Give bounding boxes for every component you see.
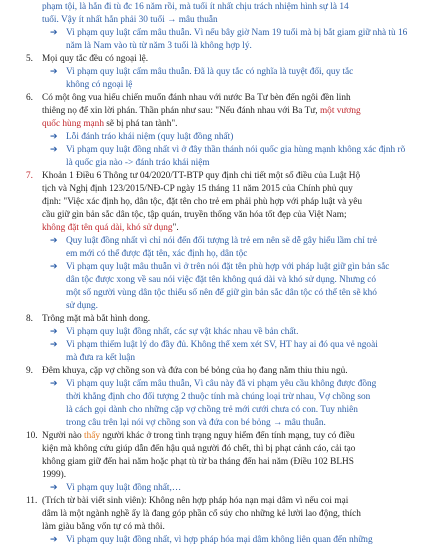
line-text: Vi phạm quy luật cấm mâu thuẫn. Đã là quy tắc có nghĩa là tuyệt đối, quy tắc	[66, 67, 354, 77]
line-text: Vi phạm thiếm luật lý do đầy đủ. Không thể xem xét SV, HT hay ai đó qua vẻ ngoài	[66, 340, 378, 350]
line-text: Vi phạm quy luật đồng nhất, các sự vật khác nhau về bản chất.	[66, 327, 299, 337]
arrow-right-icon: ➔	[50, 483, 58, 493]
arrow-right-icon: ➔	[50, 379, 58, 389]
line-text: Vi phạm quy luật mâu thuẫn vì ở trên nói đặt tên phù hợp với pháp luật giữ gìn bản sắc	[66, 262, 390, 272]
line-text: mà đưa ra kết luận	[66, 353, 136, 363]
highlight-text: quốc hùng mạnh	[42, 119, 104, 129]
arrow-right-icon: ➔	[50, 132, 58, 142]
item-9	[20, 365, 407, 430]
arrow-right-icon: ➔	[50, 535, 58, 545]
line-text: định: "Việc xác định họ, dân tộc, đặt tên cho trẻ em phải phù hợp với pháp luật và yêu	[42, 197, 363, 207]
item-11	[20, 495, 407, 547]
line-text: Vi phạm quy luật cấm mâu thuẫn. Vì nếu bây giờ Nam 19 tuổi mà bị bắt giam giữ nhà tù 16	[66, 28, 408, 38]
line-text: thiêng nọ để xin lời phán. Thần phán như sau: "Nếu đánh nhau với Ba Tư,	[42, 106, 320, 116]
line-text: sử dụng.	[66, 301, 98, 311]
line-text: Vi phạm quy luật cấm mâu thuẫn, Vì câu này đã vi phạm yêu cầu không được đồng	[66, 379, 377, 389]
answer-bullet	[42, 66, 407, 92]
line-text: dâm là một ngành nghề ấy là đang góp phần cổ súy cho những kẻ lười lao động, thích	[42, 509, 361, 519]
answer-bullet	[42, 235, 407, 261]
line-text: em mới có thể được đặt tên, xác định họ, dân tộc	[66, 249, 248, 259]
line-text: một số người vùng dân tộc thiểu số nên để giữ gìn bản sắc dân tộc có thể tên sẽ khó	[66, 288, 377, 298]
item-6	[20, 92, 407, 170]
line-text: là quốc gia nào -> đánh tráo khái niệm	[66, 158, 210, 168]
answer-bullet	[42, 378, 407, 430]
item-number: 5.	[26, 54, 33, 64]
answer-bullet	[42, 326, 407, 339]
item-8	[20, 313, 407, 365]
highlight-text: một vương	[319, 106, 361, 116]
item-number: 9.	[26, 366, 33, 376]
line-text: tuổi. Vậy ít nhất hắn phải 30 tuổi	[42, 15, 165, 25]
line-text: Khoản 1 Điều 6 Thông tư 04/2020/TT-BTP quy định chi tiết một số điều của Luật Hộ	[42, 171, 361, 181]
line-text: không có ngoại lệ	[66, 80, 133, 90]
arrow-right-icon: ➔	[50, 145, 58, 155]
highlight-text: không đặt tên quá dài, khó sử dụng	[42, 223, 173, 233]
line-text: phạm tội, là hẳn đi tù đc 16 năm rồi, mà tuổi ít nhất chịu trách nhiệm hình sự là 14	[42, 2, 349, 12]
answer-bullet	[42, 131, 407, 144]
item-4-continuation	[20, 1, 407, 53]
item-10	[20, 430, 407, 495]
arrow-right-icon: ➔	[50, 327, 58, 337]
item-number: 11.	[26, 496, 38, 506]
line-text: → mâu thuẫn.	[272, 418, 326, 428]
item-number: 6.	[26, 93, 33, 103]
item-7	[20, 170, 407, 313]
answer-bullet	[42, 261, 407, 313]
line-text: năm là Nam vào tù từ năm 3 tuổi là không hợp lý.	[66, 41, 252, 51]
arrow-right-icon: ➔	[50, 28, 58, 38]
line-text: ".	[172, 223, 179, 233]
line-text: Đêm khuya, cặp vợ chồng son và đứa con bé bỏng của họ đang nằm thiu thiu ngủ.	[42, 366, 348, 376]
item-5	[20, 53, 407, 92]
line-text: Người nào	[42, 431, 84, 441]
line-text: làm giàu bằng vốn tự có mà thôi.	[42, 522, 165, 532]
answer-bullet	[42, 27, 407, 53]
line-text: là cách gọi dành cho những cặp vợ chồng trẻ mới cưới chưa có con. Tuy nhiên	[66, 405, 358, 415]
line-text: cầu giữ gìn bản sắc dân tộc, tập quán, truyền thống văn hóa tốt đẹp của Việt Nam;	[42, 210, 347, 220]
item-number: 7.	[26, 171, 33, 181]
arrow-right-icon: ➔	[50, 236, 58, 246]
line-text: Vi phạm quy luật đồng nhất vì ở đây thần thánh nói quốc gia hùng mạnh không xác định rõ	[66, 145, 406, 155]
answer-bullet	[42, 339, 407, 365]
item-number: 8.	[26, 314, 33, 324]
arrow-right-icon: ➔	[50, 340, 58, 350]
line-text: 1999).	[42, 470, 67, 480]
answer-bullet	[42, 144, 407, 170]
line-text: Trông mặt mà bắt hình dong.	[42, 314, 151, 324]
line-text: Có một ông vua hiếu chiến muốn đánh nhau với nước Ba Tư bèn đến ngôi đền linh	[42, 93, 351, 103]
arrow-right-icon: ➔	[50, 67, 58, 77]
line-text: Lỗi đánh tráo khái niệm (quy luật đồng nhất)	[66, 132, 234, 142]
line-text: Vi phạm quy luật đồng nhất, vì hợp pháp hóa mại dâm không liên quan đến những	[66, 535, 373, 545]
line-text: thời khẳng định cho đối tượng 2 thuộc tính mà chúng loại trừ nhau, Vợ chồng son	[66, 392, 371, 402]
line-text: không giam giữ đến hai năm hoặc phạt tù từ ba tháng đến hai năm (Điều 102 BLHS	[42, 457, 354, 467]
line-text: dân tộc được xong về sau nói việc đặt tên không quá dài và khó sử dụng. Nhưng có	[66, 275, 376, 285]
line-text: kiện mà không cứu giúp dẫn đến hậu quả người đó chết, thì bị phạt cảnh cáo, cải tạo	[42, 444, 356, 454]
line-text: người khác ở trong tình trạng nguy hiểm đến tính mạng, tuy có điều	[100, 431, 355, 441]
line-text: sẽ bị phá tan tành".	[103, 119, 178, 129]
line-text: Mọi quy tắc đều có ngoại lệ.	[42, 54, 149, 64]
line-text: tịch và Nghị định 123/2015/NĐ-CP ngày 15 tháng 11 năm 2015 của Chính phủ quy	[42, 184, 353, 194]
line-text: trong câu trên lại nói vợ chồng son và đứa con bé bỏng	[66, 418, 273, 428]
line-text: Quy luật đồng nhất vì chỉ nói đến đối tượng là trẻ em nên sẽ dễ gây hiểu lầm chỉ trẻ	[66, 236, 377, 246]
line-text: → mâu thuẫn	[164, 15, 218, 25]
answer-bullet	[42, 482, 407, 495]
line-text: Vi phạm quy luật đồng nhất,…	[66, 483, 182, 493]
arrow-right-icon: ➔	[50, 262, 58, 272]
item-number: 10.	[26, 431, 38, 441]
highlight-text: thấy	[83, 431, 100, 441]
line-text: (Trích từ bài viết sinh viên): Không nên hợp pháp hóa nạn mại dâm vì nếu coi mại	[42, 496, 349, 506]
